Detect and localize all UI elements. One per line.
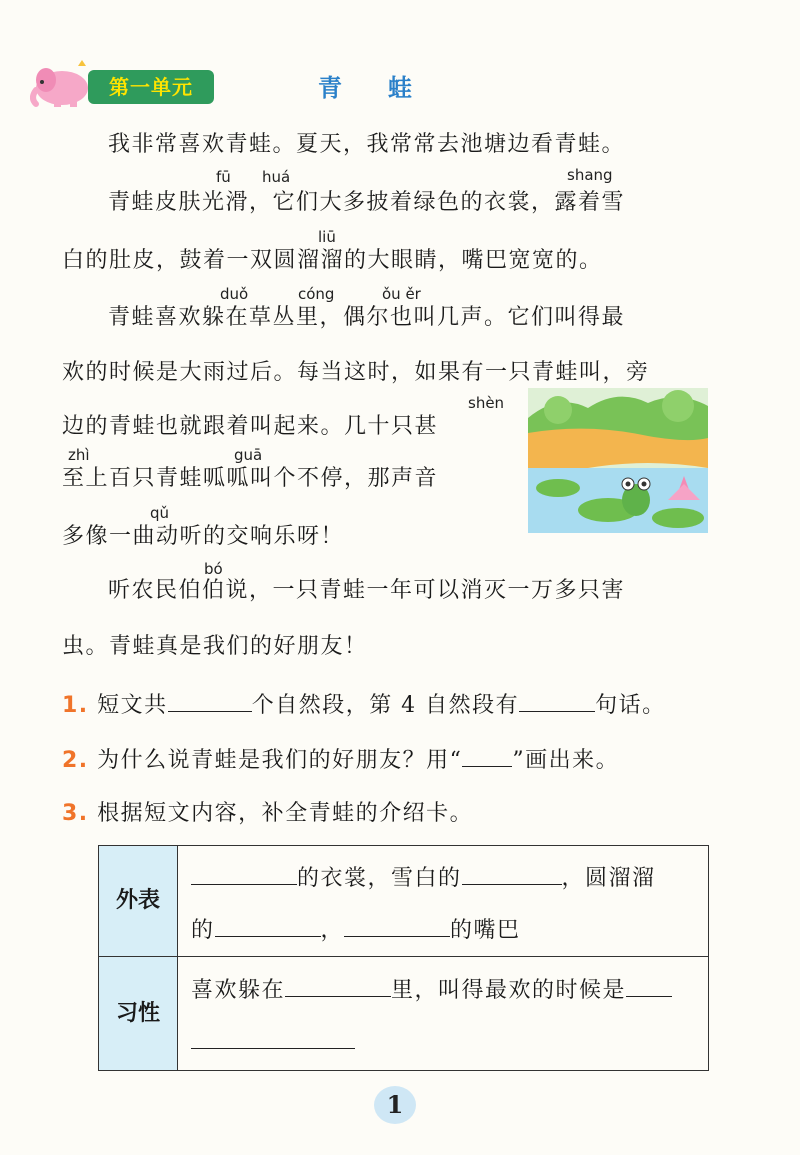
answer-blank[interactable] bbox=[191, 862, 297, 885]
habit-row-1 bbox=[191, 974, 672, 1006]
pinyin: shang bbox=[567, 166, 613, 184]
passage-line: 欢的时候是大雨过后。每当这时，如果有一只青蛙叫，旁 bbox=[62, 360, 650, 385]
passage-line: 多像一曲动听的交响乐呀！ bbox=[62, 524, 345, 549]
title-char: 蛙 bbox=[388, 74, 418, 102]
answer-blank[interactable] bbox=[519, 689, 595, 712]
pinyin: duǒ bbox=[220, 285, 249, 303]
question-1 bbox=[62, 689, 666, 721]
pinyin: fū bbox=[216, 168, 231, 186]
question-text: 个自然段，第 4 自然段有 bbox=[251, 693, 520, 718]
habit-row-2 bbox=[191, 1026, 355, 1058]
passage-line: 青蛙喜欢躲在草丛里，偶尔也叫几声。它们叫得最 bbox=[108, 305, 626, 330]
question-text: 句话。 bbox=[595, 693, 666, 718]
passage-line: 我非常喜欢青蛙。夏天，我常常去池塘边看青蛙。 bbox=[108, 132, 626, 157]
card-text: 喜欢躲在 bbox=[191, 978, 286, 1003]
answer-blank[interactable] bbox=[626, 974, 672, 997]
answer-blank[interactable] bbox=[462, 862, 562, 885]
passage-line: 虫。青蛙真是我们的好朋友！ bbox=[62, 634, 368, 659]
passage-line: 白的肚皮，鼓着一双圆溜溜的大眼睛，嘴巴宽宽的。 bbox=[62, 248, 603, 273]
passage-line: 至上百只青蛙呱呱叫个不停，那声音 bbox=[62, 466, 439, 491]
card-text: ，圆溜溜 bbox=[561, 866, 656, 891]
answer-blank[interactable] bbox=[344, 914, 450, 937]
card-divider bbox=[99, 956, 708, 957]
question-number: 2. bbox=[62, 748, 89, 773]
passage-line: 听农民伯伯说，一只青蛙一年可以消灭一万多只害 bbox=[108, 578, 626, 603]
answer-blank[interactable] bbox=[191, 1026, 355, 1049]
card-text: 里，叫得最欢的时候是 bbox=[391, 978, 627, 1003]
question-text: ”画出来。 bbox=[512, 748, 620, 773]
passage-line: 青蛙皮肤光滑，它们大多披着绿色的衣裳，露着雪 bbox=[108, 190, 626, 215]
question-text: 根据短文内容，补全青蛙的介绍卡。 bbox=[97, 801, 474, 826]
passage-line: 边的青蛙也就跟着叫起来。几十只甚 bbox=[62, 414, 439, 439]
frog-pond-illustration bbox=[528, 388, 708, 533]
unit-badge: 第一单元 bbox=[88, 70, 214, 104]
appearance-row-2 bbox=[191, 914, 521, 946]
question-text: 为什么说青蛙是我们的好朋友？用“ bbox=[97, 748, 463, 773]
question-2 bbox=[62, 744, 619, 776]
frog-intro-card bbox=[98, 845, 709, 1071]
pinyin: cóng bbox=[298, 285, 335, 303]
question-number: 3. bbox=[62, 801, 89, 826]
pinyin: shèn bbox=[468, 394, 505, 412]
answer-blank[interactable] bbox=[285, 974, 391, 997]
lesson-title bbox=[318, 68, 458, 103]
question-3 bbox=[62, 799, 473, 829]
question-number: 1. bbox=[62, 693, 89, 718]
page-number: 1 bbox=[374, 1086, 416, 1124]
answer-blank[interactable] bbox=[215, 914, 321, 937]
habit-label: 习性 bbox=[99, 957, 178, 1070]
title-char: 青 bbox=[318, 74, 348, 102]
card-text: ， bbox=[320, 918, 345, 943]
pinyin: huá bbox=[262, 168, 291, 186]
card-text: 的嘴巴 bbox=[450, 918, 521, 943]
pinyin: zhì bbox=[68, 446, 90, 464]
pinyin: liū bbox=[318, 228, 336, 246]
answer-blank[interactable] bbox=[462, 744, 512, 767]
pinyin: guā bbox=[234, 446, 263, 464]
pinyin: qǔ bbox=[150, 504, 170, 522]
card-text: 的 bbox=[191, 918, 215, 943]
card-text: 的衣裳，雪白的 bbox=[297, 866, 462, 891]
question-text: 短文共 bbox=[97, 693, 168, 718]
pinyin: bó bbox=[204, 560, 223, 578]
appearance-label: 外表 bbox=[99, 846, 178, 956]
appearance-row-1 bbox=[191, 862, 656, 894]
pinyin: ǒu ěr bbox=[382, 285, 421, 303]
answer-blank[interactable] bbox=[168, 689, 252, 712]
